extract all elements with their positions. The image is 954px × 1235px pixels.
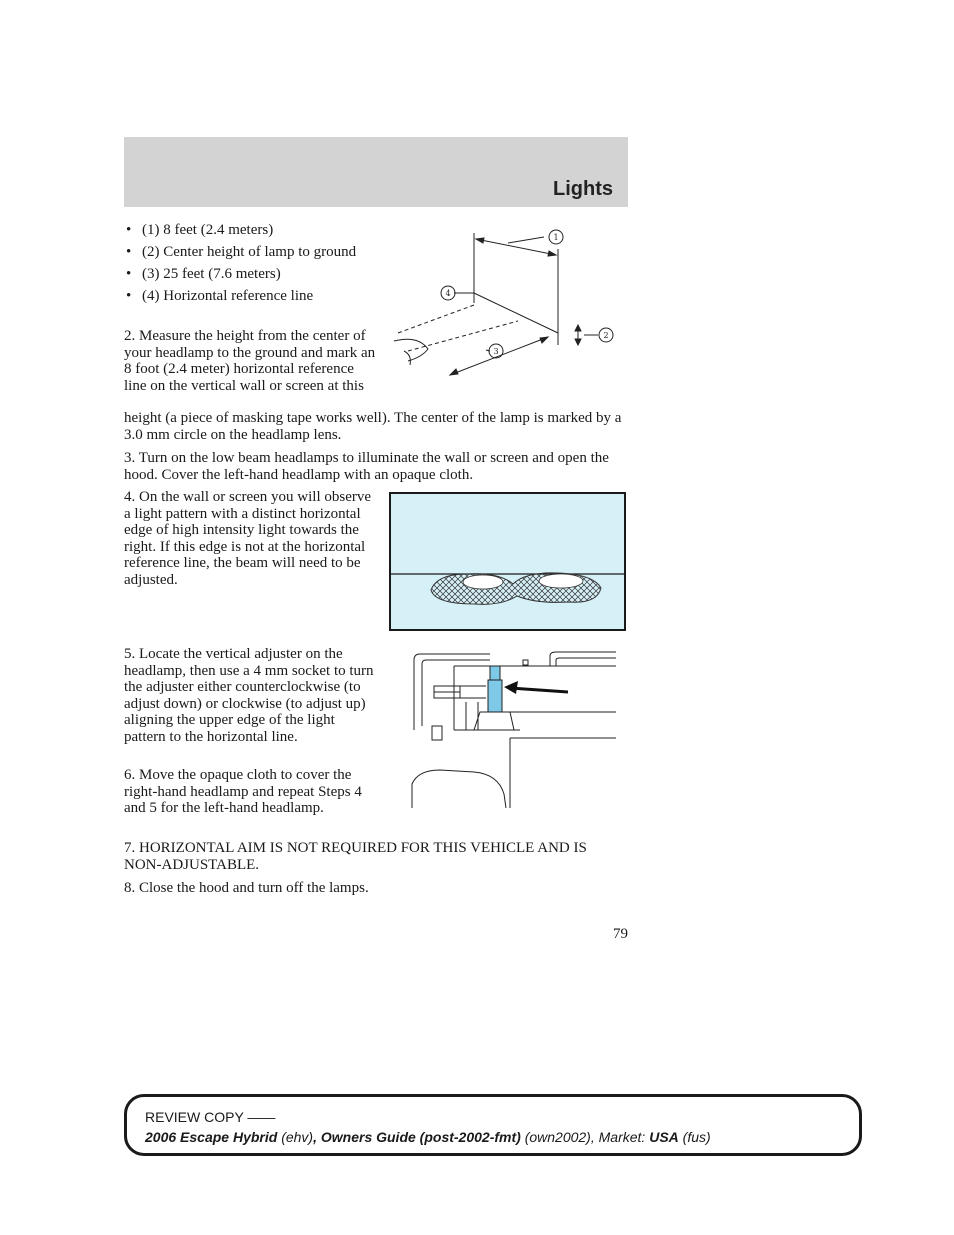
- step-6-text: 6. Move the opaque cloth to cover the right-hand headlamp and repeat Steps 4 and 5 for the left-hand headlamp.: [124, 767, 362, 816]
- step-8-text: 8. Close the hood and turn off the lamps.: [124, 880, 369, 896]
- legend-list: [124, 222, 384, 310]
- beam-pattern-figure: [389, 492, 627, 632]
- footer-model-code: (ehv): [281, 1129, 314, 1145]
- footer-market-label: , Market:: [590, 1129, 646, 1145]
- footer-model: 2006 Escape Hybrid: [145, 1129, 278, 1145]
- section-header: [124, 137, 628, 207]
- page-number: 79: [613, 926, 628, 942]
- step-2-continuation: height (a piece of masking tape works well). The center of the lamp is marked by a 3.0 mm circle on the headlamp lens.: [124, 410, 622, 443]
- step-3-text: 3. Turn on the low beam headlamps to illuminate the wall or screen and open the hood. Cover the left-hand headlamp with an opaque cloth.: [124, 450, 609, 483]
- callout-4: 4: [445, 289, 451, 298]
- vertical-adjuster-figure: [410, 650, 620, 812]
- callout-2: 2: [603, 331, 609, 340]
- step-7-text: 7. HORIZONTAL AIM IS NOT REQUIRED FOR THIS VEHICLE AND IS NON-ADJUSTABLE.: [124, 840, 587, 873]
- footer-separator: ,: [313, 1129, 317, 1145]
- callout-1: 1: [553, 233, 559, 242]
- section-title: Lights: [553, 178, 613, 200]
- list-item: • (2) Center height of lamp to ground: [124, 244, 384, 261]
- step-2-text: 2. Measure the height from the center of your headlamp to the ground and mark an 8 foot (2.4 meter) horizontal reference line on the vertical wall or screen at this: [124, 328, 376, 394]
- footer-guide: Owners Guide (post-2002-fmt): [320, 1129, 521, 1145]
- footer-review-label: REVIEW COPY ——: [145, 1109, 276, 1125]
- footer-document-info: [145, 1129, 711, 1145]
- footer-market: USA: [649, 1129, 679, 1145]
- footer-market-code: (fus): [682, 1129, 711, 1145]
- review-copy-footer: [124, 1094, 862, 1156]
- step-5-text: 5. Locate the vertical adjuster on the headlamp, then use a 4 mm socket to turn the adjuster either counterclockwise (to adjust down) or clockwise (to adjust up) aligning the upper edge of the light pattern to the horizontal line.: [124, 646, 374, 745]
- step-4-text: 4. On the wall or screen you will observe a light pattern with a distinct horizontal edge of high intensity light towards the right. If this edge is not at the horizontal reference line, the beam will need to be adjusted.: [124, 489, 372, 588]
- list-item: • (4) Horizontal reference line: [124, 288, 384, 305]
- list-item: • (3) 25 feet (7.6 meters): [124, 266, 384, 283]
- callout-3: 3: [493, 347, 499, 356]
- footer-guide-code: (own2002): [524, 1129, 591, 1145]
- list-item: • (1) 8 feet (2.4 meters): [124, 222, 384, 239]
- headlamp-aiming-diagram: [388, 225, 628, 385]
